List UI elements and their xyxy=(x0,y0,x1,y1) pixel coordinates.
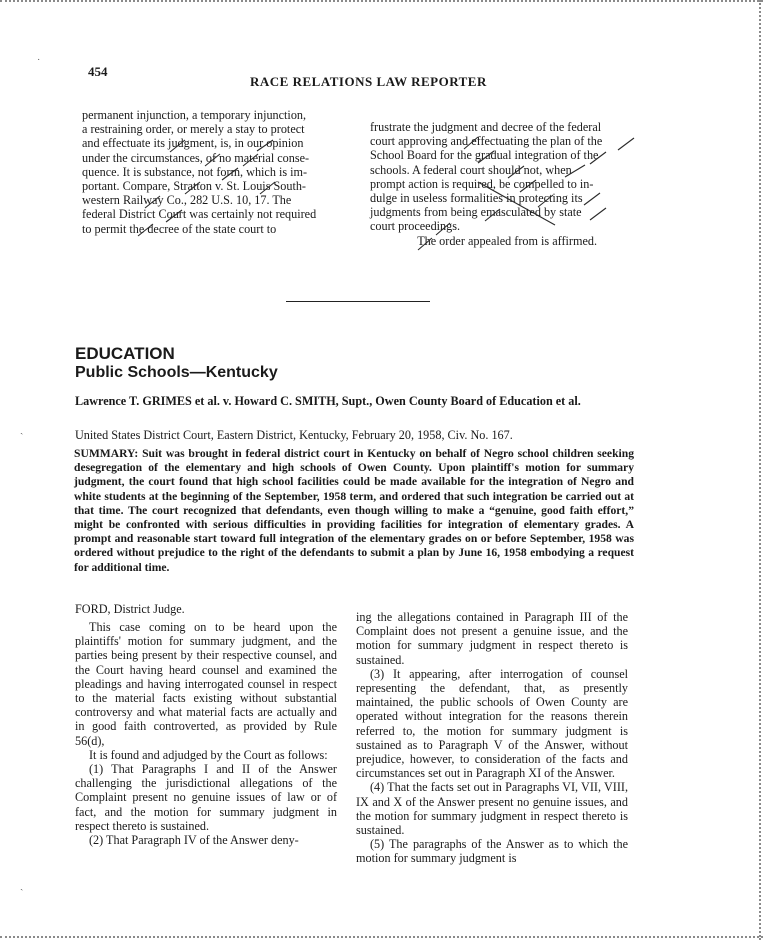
opinion-paragraph: It is found and adjudged by the Court as follows: xyxy=(89,747,328,762)
page-number: 454 xyxy=(88,64,108,79)
court-citation: United States District Court, Eastern District, Kentucky, February 20, 1958, Civ. No. 167. xyxy=(75,428,513,442)
running-header: RACE RELATIONS LAW REPORTER xyxy=(250,74,487,89)
section-divider xyxy=(286,301,430,302)
opinion-paragraph: This case coming on to be heard upon the plaintiffs' motion for summary judgment, and the parties being present by their respective counsel, and the Court having heard counsel and examined the pleadings and having interrogated counsel in respect to the material facts existing without substantial controversy and what material facts are actually and in good faith controverted, as provided by Rule 56(d), xyxy=(75,620,337,748)
opinion-paragraph: (1) That Paragraphs I and II of the Answer challenging the jurisdictional allegations of the Complaint present no genuine issues of law or of fact, and the motion for summary judgment in respect thereto is sustained. xyxy=(75,762,337,833)
text-line: schools. A federal court should not, when xyxy=(370,162,572,177)
scan-speck: ˎ xyxy=(20,880,24,891)
section-subtitle: Public Schools—Kentucky xyxy=(75,364,278,381)
text-line: a restraining order, or merely a stay to protect xyxy=(82,122,305,137)
prior-opinion-right-column xyxy=(370,120,645,248)
page-edge-right xyxy=(759,0,761,940)
scan-speck: ˙ xyxy=(37,58,41,69)
text-line: court proceedings. xyxy=(370,219,461,234)
text-line: prompt action is required, be compelled to in- xyxy=(370,176,594,191)
opinion-paragraph: (5) The paragraphs of the Answer as to which the motion for summary judgment is xyxy=(356,837,628,866)
text-line: permanent injunction, a temporary injunction, xyxy=(82,108,307,122)
page-edge-top xyxy=(0,0,763,2)
opinion-paragraph: (3) It appearing, after interrogation of counsel representing the defendant, that, as presently maintained, the public schools of Owen County are operated without integration for the reasons therein referred to, the motion for summary judgment is sustained as to Paragraph V of the Answer, without prejudice, however, to consideration of the facts and circumstances set out in Paragraph XI of the Answer. xyxy=(356,666,628,781)
text-line: federal District Court was certainly not required xyxy=(82,207,317,222)
text-line: under the circumstances, of no material conse- xyxy=(82,150,310,165)
text-line: portant. Compare, Stratton v. St. Louis South- xyxy=(82,179,306,194)
text-line: western Railway Co., 282 U.S. 10, 17. The xyxy=(82,193,292,208)
text-line: and effectuate its judgment, is, in our opinion xyxy=(82,136,304,151)
closing-line: The order appealed from is affirmed. xyxy=(417,233,597,248)
text-line: court approving and effectuating the plan of the xyxy=(370,134,603,149)
judge-name: FORD, District Judge. xyxy=(75,602,185,616)
page-edge-bottom xyxy=(0,936,763,938)
section-title: EDUCATION xyxy=(75,344,175,363)
opinion-right-column xyxy=(356,610,628,866)
text-line: School Board for the gradual integration of the xyxy=(370,148,599,163)
scan-speck: ˎ xyxy=(20,424,24,435)
case-summary: SUMMARY: Suit was brought in federal district court in Kentucky on behalf of Negro school children seeking desegregation of the elementary and high schools of Owen County. Upon plaintiff's motion for summary judgment, the court found that high school facilities could be made available for the integration of Negro and white students at the beginning of the September, 1958 term, and ordered that such integration be carried out at that time. The court recognized that defendants, even though willing to make a “genuine, good faith effort,” might be confronted with serious difficulties in providing facilities for integration of elementary grades. A prompt and reasonable start toward full integration of the elementary grades on or before September, 1958 was ordered without prejudice to the right of the defendants to submit a plan by June 16, 1958 embodying a request for additional time. xyxy=(74,447,634,574)
text-line: quence. It is substance, not form, which is im- xyxy=(82,164,308,179)
text-line: dulge in useless formalities in protecting its xyxy=(370,191,583,206)
opinion-paragraph: ing the allegations contained in Paragraph III of the Complaint does not present a genuine issue, and the motion for summary judgment in respect thereto is sustained. xyxy=(356,610,628,667)
opinion-left-column xyxy=(75,620,337,847)
opinion-paragraph: (2) That Paragraph IV of the Answer deny- xyxy=(89,833,299,848)
opinion-paragraph: (4) That the facts set out in Paragraphs VI, VII, VIII, IX and X of the Answer present no genuine issues, and the motion for summary judgment in respect thereto is sustained. xyxy=(356,780,628,838)
text-line: to permit the decree of the state court to xyxy=(82,221,277,236)
text-line: frustrate the judgment and decree of the federal xyxy=(370,120,602,134)
prior-opinion-left-column xyxy=(82,108,352,236)
case-caption: Lawrence T. GRIMES et al. v. Howard C. SMITH, Supt., Owen County Board of Education et al. xyxy=(75,394,581,408)
text-line: judgments from being emasculated by state xyxy=(370,205,582,220)
